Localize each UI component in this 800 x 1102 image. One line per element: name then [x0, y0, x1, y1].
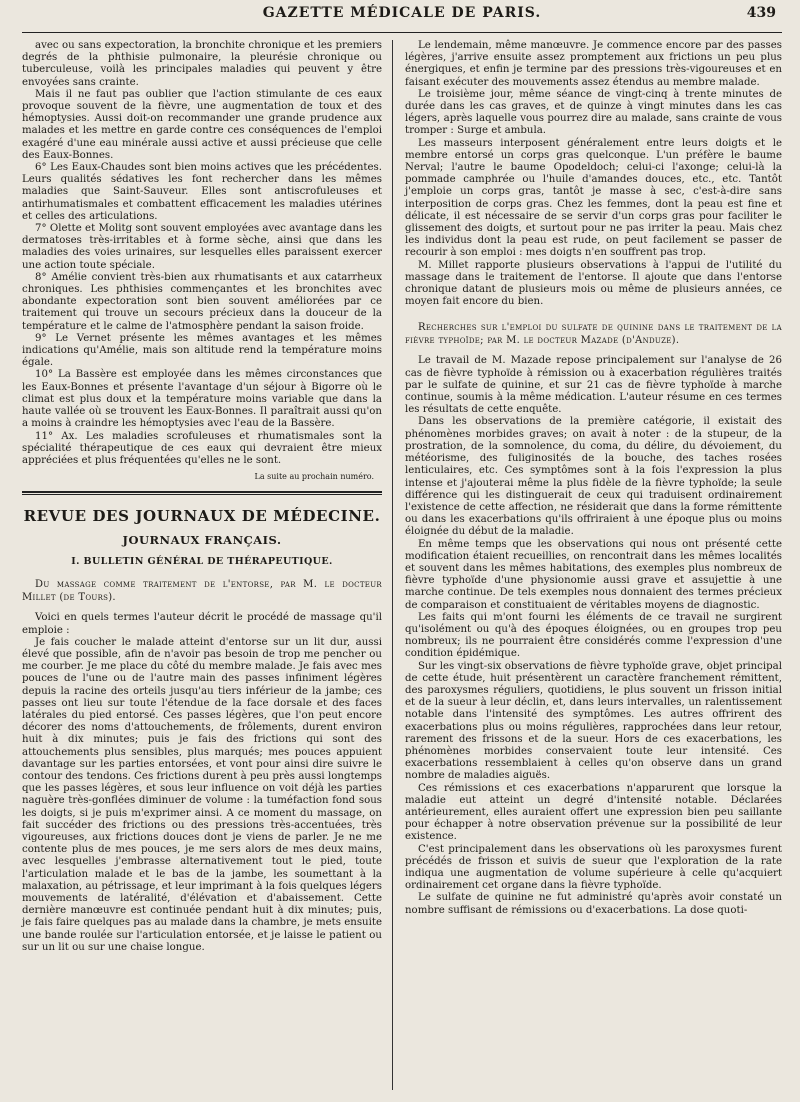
paragraph: Le lendemain, même manœuvre. Je commence encore par des passes légères, j'arrive ensuite assez promptement aux frictions un peu plus énergiques, et enfin je termine par des pressions très-vigoureuses et en faisant exécuter des mouvements assez étendus au membre malade.: [405, 40, 782, 88]
section-rule-thin: [22, 494, 382, 495]
paragraph: Dans les observations de la première catégorie, il existait des phénomènes morbides graves; on avait à noter : de la stupeur, de la prostration, de la somnolence, du coma, du délire, du dévoiement, du météorisme, des fuliginosités de la bouche, des taches rosées lenticulaires, etc. Ces symptômes sont à la fois l'expression la plus intense et j'ajouterai même la plus fidèle de la fièvre typhoïde; la seule différence qui les distinguerait de ceux qui traduisent ordinairement l'existence de cette affection, ne résiderait que dans la forme rémittente ou dans les exacerbations qu'ils offriraient à une époque plus ou moins éloignée du début de la maladie.: [405, 416, 782, 538]
paragraph: 9° Le Vernet présente les mêmes avantages et les mêmes indications qu'Amélie, mais son altitude rend la température moins égale.: [22, 332, 382, 369]
paragraph: M. Millet rapporte plusieurs observations à l'appui de l'utilité du massage dans le traitement de l'entorse. Il ajoute que dans l'entorse chronique datant de plusieurs mois ou même de plusieurs années, ce moyen fait encore du bien.: [405, 259, 782, 308]
journal-title: GAZETTE MÉDICALE DE PARIS.: [262, 5, 542, 21]
paragraph: Le sulfate de quinine ne fut administré qu'après avoir constaté un nombre suffisant de rémissions ou d'exacerbations. La dose quoti-: [405, 892, 782, 916]
subsection-title: JOURNAUX FRANÇAIS.: [122, 533, 282, 548]
section-rule: [22, 491, 382, 493]
columns: [22, 40, 782, 1102]
paragraph: Sur les vingt-six observations de fièvre typhoïde grave, objet principal de cette étude, huit présentèrent un caractère franchement rémittent, des paroxysmes réguliers, quotidiens, le plus souvent un frisson initial et de la sueur à leur déclin, et, dans leurs intervalles, un ralentissement notable dans l'intensité des symptômes. Les autres offrirent des exacerbations plus ou moins régulières, rapprochées dans leur retour, rarement des frissons et de la sueur. Hors de ces exacerbations, les phénomènes morbides conservaient toute leur intensité. Ces exacerbations ressemblaient à celles qu'on observe dans un grand nombre de maladies aiguës.: [405, 660, 782, 782]
page-number: 439: [746, 5, 776, 21]
paragraph: C'est principalement dans les observations où les paroxysmes furent précédés de frisson et suivis de sueur que l'exploration de la rate indiqua une augmentation de volume supérieure à celle qu'acquiert ordinairement cet organe dans la fièvre typhoïde.: [405, 843, 782, 892]
paragraph: 6° Les Eaux-Chaudes sont bien moins actives que les précédentes. Leurs qualités sédatives les font rechercher dans les mêmes maladies que Saint-Sauveur. Elles sont antiscrofuleuses et antirhumatismales et combattent efficacement les maladies utérines et celles des articulations.: [22, 162, 382, 222]
bulletin-heading: I. BULLETIN GÉNÉRAL DE THÉRAPEUTIQUE.: [71, 556, 333, 568]
paragraph: Le travail de M. Mazade repose principalement sur l'analyse de 26 cas de fièvre typhoïde à rémission ou à exacerbation régulières traités par le sulfate de quinine, et sur 21 cas de fièvre typhoïde à marche continue, soumis à la même médication. L'auteur résume en ces termes les résultats de cette enquête.: [405, 355, 782, 416]
right-column: [405, 40, 782, 917]
paragraph: Les faits qui m'ont fourni les éléments de ce travail ne surgirent qu'isolément ou qu'à des époques éloignées, ou en groupes trop peu nombreux; ils ne pourraient être considérés comme l'expression d'une condition épidémique.: [405, 611, 782, 660]
article-title: Du massage comme traitement de l'entorse, par M. le docteur Millet (de Tours).: [22, 579, 382, 603]
continued-note: La suite au prochain numéro.: [254, 472, 374, 482]
paragraph: Le troisième jour, même séance de vingt-cinq à trente minutes de durée dans les cas graves, et de quinze à vingt minutes dans les cas légers, après laquelle vous pourrez dire au malade, sans crainte de vous tromper : Surge et ambula.: [405, 88, 782, 137]
paragraph: 11° Ax. Les maladies scrofuleuses et rhumatismales sont la spécialité thérapeutique de ces eaux qui devraient être mieux appréciées et plus fréquentées qu'elles ne le sont.: [22, 430, 382, 466]
column-divider: [392, 40, 393, 1090]
paragraph: 8° Amélie convient très-bien aux rhumatisants et aux catarrheux chroniques. Les phthisies commençantes et les bronchites avec abondante expectoration sont bien souvent améliorées par ce traitement qui trouve un secours précieux dans la douceur de la température et le calme de l'atmosphère pendant la saison froide.: [22, 271, 382, 332]
article-title: Recherches sur l'emploi du sulfate de quinine dans le traitement de la fièvre typhoïde; par M. le docteur Mazade (d'Anduze).: [405, 322, 782, 346]
paragraph: 7° Olette et Molitg sont souvent employées avec avantage dans les dermatoses très-irritables et à forme sèche, ainsi que dans les maladies des voies urinaires, sur lesquelles elles paraissent exercer une action toute spéciale.: [22, 223, 382, 271]
section-title: REVUE DES JOURNAUX DE MÉDECINE.: [23, 507, 381, 526]
paragraph: Mais il ne faut pas oublier que l'action stimulante de ces eaux provoque souvent de la fièvre, une augmentation de toux et des hémoptysies. Aussi doit-on recommander une grande prudence aux malades et les mettre en garde contre ces conséquences de l'emploi exagéré d'une eau minérale aussi active et aussi précieuse que celle des Eaux-Bonnes.: [22, 88, 382, 161]
paragraph: Je fais coucher le malade atteint d'entorse sur un lit dur, aussi élevé que possible, afin de n'avoir pas besoin de trop me pencher ou me courber. Je me place du côté du membre malade. Je fais avec mes pouces de l'une ou de l'autre main des passes infiniment légères depuis la racine des orteils jusqu'au tiers inférieur de la jambe; ces passes ont lieu sur toute l'étendue de la face dorsale et des faces latérales du pied entorsé. Ces passes légères, que l'on peut encore décorer des noms d'attouchements, de frôlements, durent environ huit à dix minutes; puis je fais des frictions qui sont des attouchements plus sensibles, plus marqués; mes pouces appuient davantage sur les parties entorsées, et vont pour ainsi dire suivre le contour des tendons. Ces frictions durent à peu près aussi longtemps que les passes légères, et sous leur influence on voit déjà les parties naguère très-gonflées diminuer de volume : la tuméfaction fond sous les doigts, si je puis m'exprimer ainsi. A ce moment du massage, on fait succéder des frictions ou des pressions très-accentuées, très vigoureuses, aux frictions douces dont je viens de parler. Je ne me contente plus de mes pouces, je me sers alors de mes deux mains, avec lesquelles j'embrasse alternativement tout le pied, toute l'articulation malade et le bas de la jambe, les soumettant à la malaxation, au pétrissage, et leur imprimant à la fois quelques légers mouvements de latéralité, d'élévation et d'abaissement. Cette dernière manœuvre est continuée pendant huit à dix minutes; puis, je fais faire quelques pas au malade dans la chambre, je mets ensuite une bande roulée sur l'articulation entorsée, et je laisse le patient ou sur un lit ou sur une chaise longue.: [22, 636, 382, 953]
paragraph: Ces rémissions et ces exacerbations n'apparurent que lorsque la maladie eut atteint un degré d'intensité notable. Déclarées antérieurement, elles auraient offert une expression bien peu saillante pour échapper à notre observation prévenue sur la possibilité de leur existence.: [405, 782, 782, 843]
paragraph: En même temps que les observations qui nous ont présenté cette modification étaient recueillies, on rencontrait dans les mêmes localités et souvent dans les mêmes habitations, des exemples plus nombreux de fièvre typhoïde d'une physionomie aussi grave et assujettie à une marche continue. De tels exemples nous donnaient des termes précieux de comparaison et constituaient de véritables moyens de diagnostic.: [405, 538, 782, 611]
spacer: [405, 308, 782, 322]
paragraph: avec ou sans expectoration, la bronchite chronique et les premiers degrés de la phthisie pulmonaire, la pleurésie chronique ou tuberculeuse, voilà les principales maladies qui peuvent y être envoyées sans crainte.: [22, 40, 382, 88]
masthead: [22, 2, 782, 33]
left-column: [22, 40, 382, 954]
paragraph: 10° La Bassère est employée dans les mêmes circonstances que les Eaux-Bonnes et présente l'avantage d'un séjour à Bigorre où le climat est plus doux et la température moins variable que dans la haute vallée où se trouvent les Eaux-Bonnes. Il paraîtrait aussi qu'on a moins à craindre les hémoptysies avec l'eau de la Bassère.: [22, 369, 382, 430]
paragraph: Les masseurs interposent généralement entre leurs doigts et le membre entorsé un corps gras quelconque. L'un préfère le baume Nerval; l'autre le baume Opodeldoch; celui-ci l'axonge; celui-là la pommade camphrée ou l'huile d'amandes douces, etc., etc. Tantôt j'emploie un corps gras, tantôt je masse à sec, c'est-à-dire sans interposition de corps gras. Chez les femmes, dont la peau est fine et délicate, il est nécessaire de se servir d'un corps gras pour faciliter le glissement des doigts, et surtout pour ne pas irriter la peau. Mais chez les individus dont la peau est rude, on peut facilement se passer de recourir à son emploi : mes doigts n'en souffrent pas trop.: [405, 137, 782, 259]
paragraph: Voici en quels termes l'auteur décrit le procédé de massage qu'il emploie :: [22, 612, 382, 636]
